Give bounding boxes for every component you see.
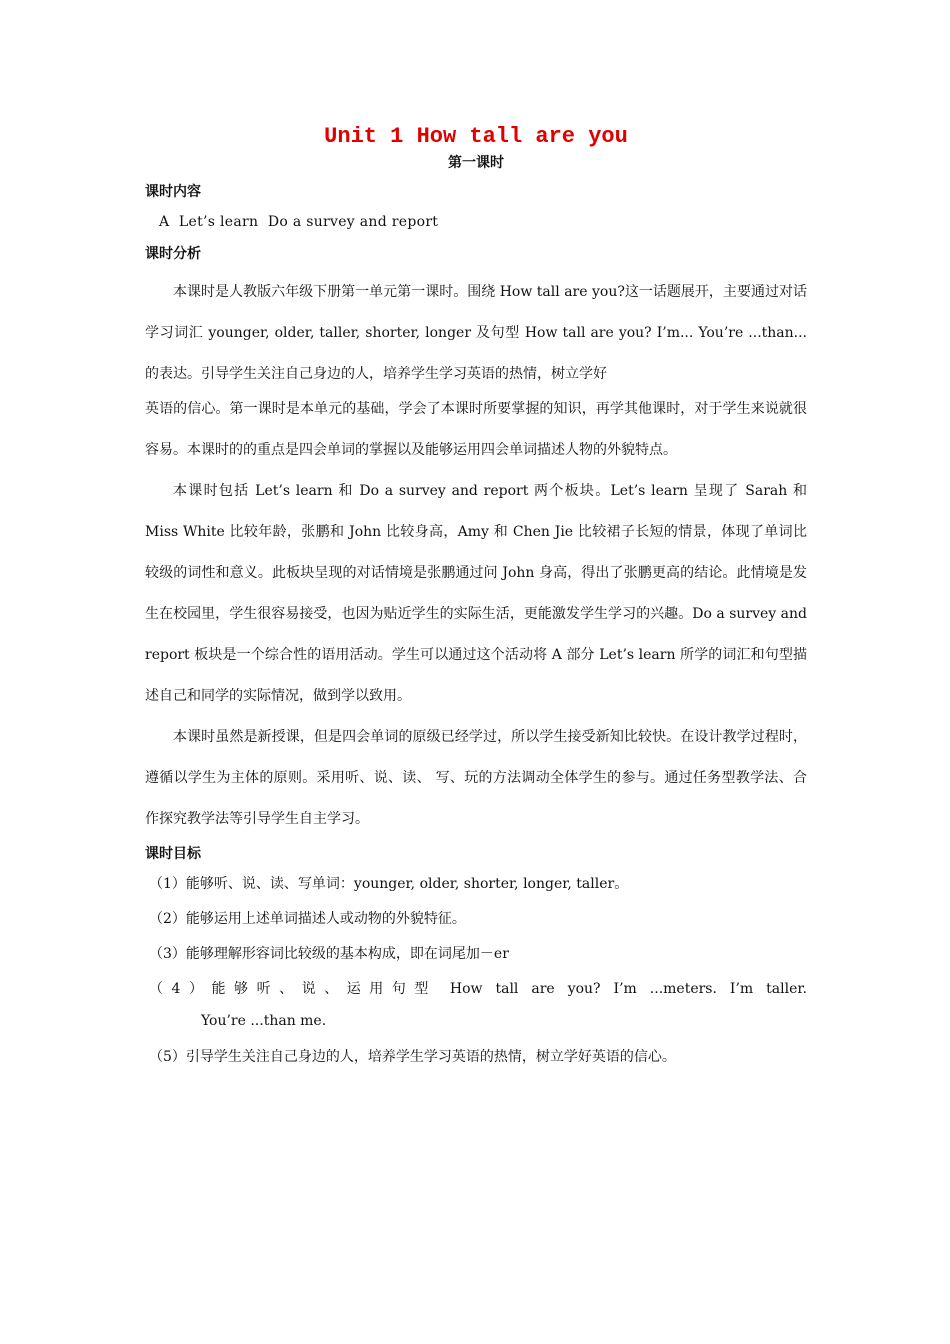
document-page [145, 122, 807, 1080]
section-heading-goals: 课时目标 [145, 846, 201, 862]
analysis-paragraph-2: 本课时包括 Let’s learn 和 Do a survey and report 两个板块。Let’s learn 呈现了 Sarah 和 Miss White 比较年龄，张鹏和 John 比较身高，Amy 和 Chen Jie 比较裙子长短的情景，体现了单词比较级的词性和意义。此板块呈现的对话情境是张鹏通过问 John 身高，得出了张鹏更高的结论。此情境是发生在校园里，学生很容易接受，也因为贴近学生的实际生活，更能激发学生学习的兴趣。Do a survey and report 板块是一个综合性的语用活动。学生可以通过这个活动将 A 部分 Let’s learn 所学的词汇和句型描述自己和同学的实际情况，做到学以致用。 [145, 483, 807, 704]
lesson-subtitle: 第一课时 [448, 155, 504, 171]
goal-item-4: （4）能够听、说、运用句型 How tall are you? I’m ...meters. I’m taller. [149, 981, 807, 997]
document-title: Unit 1 How tall are you [324, 124, 628, 149]
analysis-paragraph-3: 本课时虽然是新授课，但是四会单词的原级已经学过，所以学生接受新知比较快。在设计教学过程时，遵循以学生为主体的原则。采用听、说、读、 写、玩的方法调动全体学生的参与。通过任务型教学法、合作探究教学法等引导学生自主学习。 [145, 729, 807, 827]
goal-item-5: （5）引导学生关注自己身边的人，培养学生学习英语的热情，树立学好英语的信心。 [149, 1049, 676, 1065]
goal-item-2: （2）能够运用上述单词描述人或动物的外貌特征。 [149, 911, 466, 927]
lesson-content-text: A Let’s learn Do a survey and report [159, 214, 439, 230]
analysis-paragraph-1: 本课时是人教版六年级下册第一单元第一课时。围绕 How tall are you?这一话题展开，主要通过对话学习词汇 younger, older, taller, shorter, longer 及句型 How tall are you? I’m... You’re ...than...的表达。引导学生关注自己身边的人，培养学生学习英语的热情，树立学好 [145, 284, 807, 382]
section-heading-analysis: 课时分析 [145, 246, 201, 262]
goal-item-1: （1）能够听、说、读、写单词：younger, older, shorter, longer, taller。 [149, 876, 629, 892]
section-heading-content: 课时内容 [145, 184, 201, 200]
goal-item-4-continued: You’re ...than me. [201, 1013, 327, 1029]
analysis-paragraph-1-continued: 英语的信心。第一课时是本单元的基础，学会了本课时所要掌握的知识，再学其他课时，对于学生来说就很容易。本课时的的重点是四会单词的掌握以及能够运用四会单词描述人物的外貌特点。 [145, 401, 807, 458]
goal-item-3: （3）能够理解形容词比较级的基本构成，即在词尾加－er [149, 946, 509, 962]
